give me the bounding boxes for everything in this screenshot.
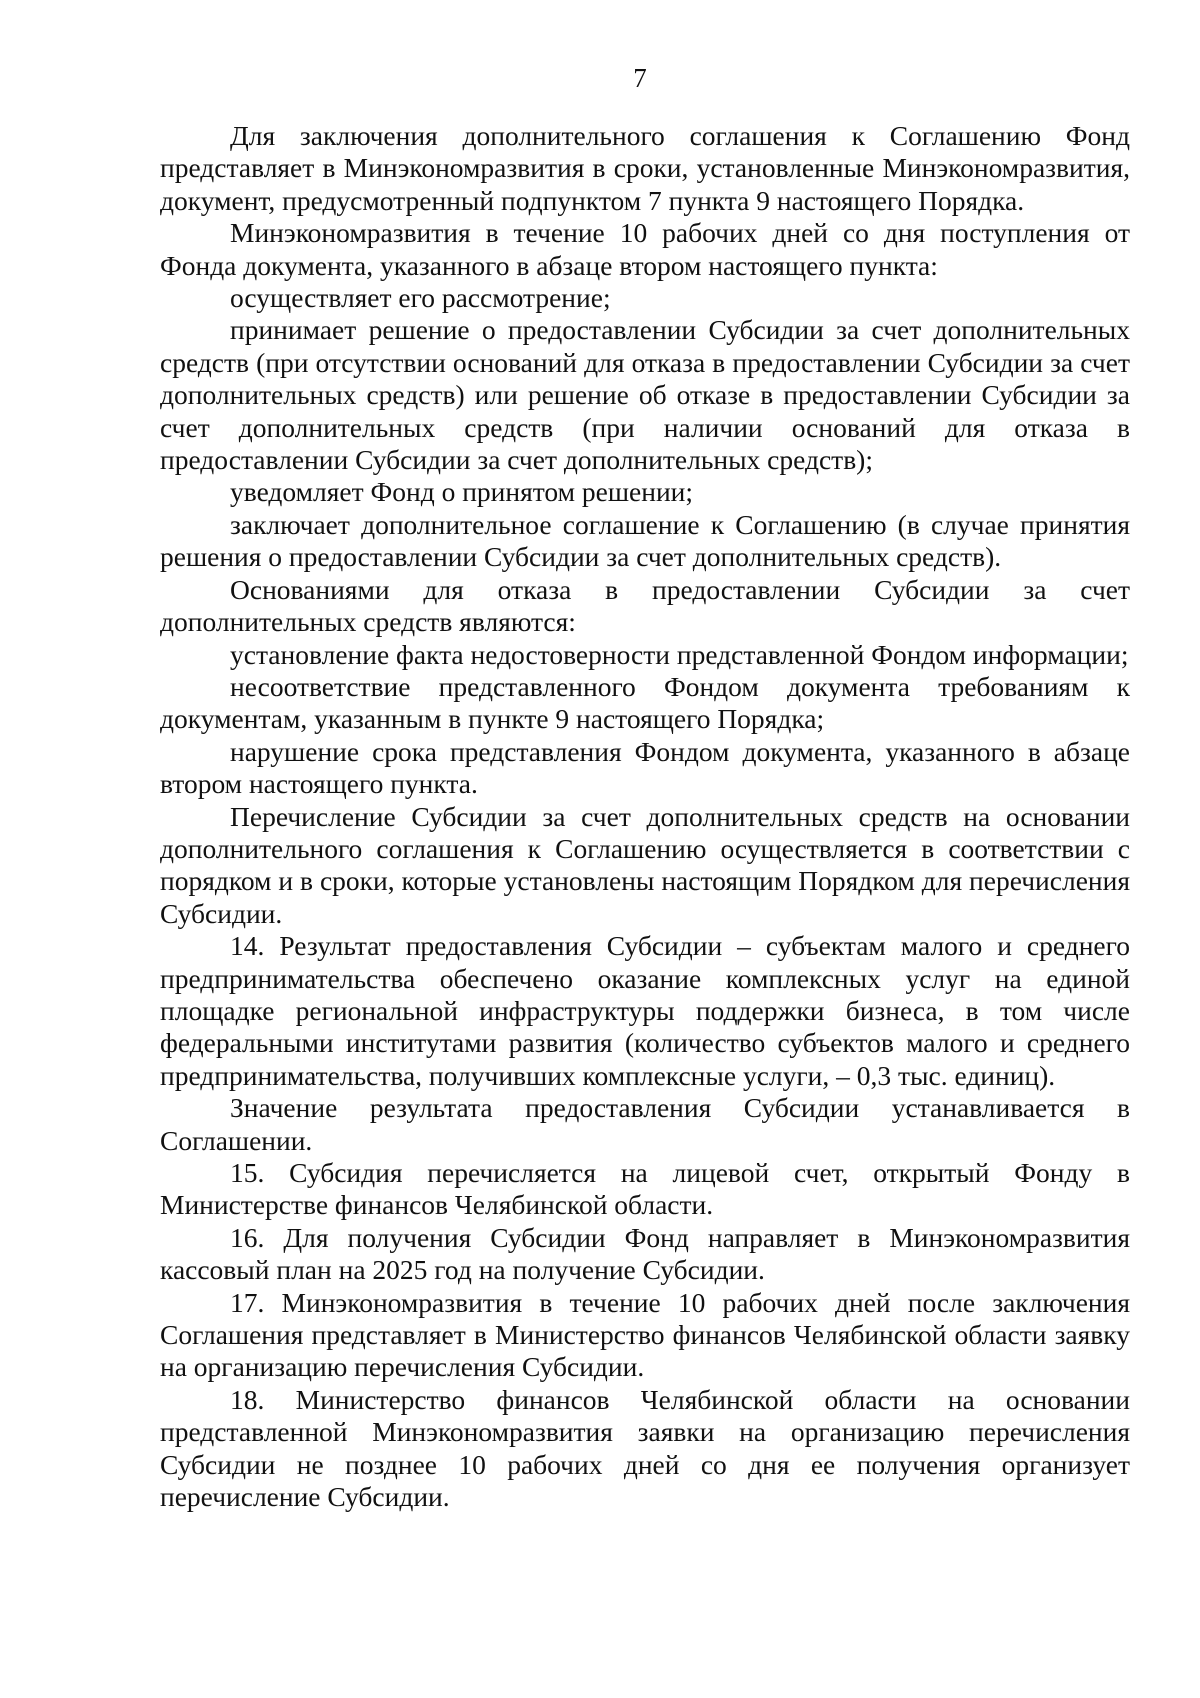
paragraph-refusal-item: несоответствие представленного Фондом документа требованиям к документам, указанным в пункте 9 настоящего Порядка; (160, 670, 1130, 735)
paragraph-refusal-item: установление факта недостоверности представленной Фондом информации; (230, 638, 1129, 670)
paragraph-review-item: заключает дополнительное соглашение к Соглашению (в случае принятия решения о предоставлении Субсидии за счет дополнительных средств). (160, 508, 1130, 573)
paragraph-additional-agreement: Для заключения дополнительного соглашения к Соглашению Фонд представляет в Минэкономразвития в сроки, установленные Минэкономразвития, документ, предусмотренный подпунктом 7 пункта 9 настоящего Порядка. (160, 120, 1130, 216)
paragraph-review-item: принимает решение о предоставлении Субсидии за счет дополнительных средств (при отсутствии оснований для отказа в предоставлении Субсидии за счет дополнительных средств) или решение об отказе в предоставлении Субсидии за счет дополнительных средств (при наличии оснований для отказа в предоставлении Субсидии за счет дополнительных средств); (160, 314, 1130, 476)
paragraph-refusal-item: нарушение срока представления Фондом документа, указанного в абзаце втором настоящего пункта. (160, 735, 1130, 800)
paragraph-clause-15: 15. Субсидия перечисляется на лицевой счет, открытый Фонду в Министерстве финансов Челябинской области. (160, 1157, 1130, 1221)
paragraph-result-value: Значение результата предоставления Субсидии устанавливается в Соглашении. (160, 1092, 1130, 1156)
paragraph-clause-18: 18. Министерство финансов Челябинской области на основании представленной Минэкономразвития заявки на организацию перечисления Субсидии не позднее 10 рабочих дней со дня ее получения организует перечисление Субсидии. (160, 1383, 1130, 1513)
paragraph-refusal-grounds: Основаниями для отказа в предоставлении Субсидии за счет дополнительных средств являются: (160, 573, 1130, 638)
paragraph-clause-16: 16. Для получения Субсидии Фонд направляет в Минэкономразвития кассовый план на 2025 год на получение Субсидии. (160, 1221, 1130, 1286)
document-body (160, 120, 1130, 1513)
page-number: 7 (633, 63, 647, 93)
paragraph-review-item: осуществляет его рассмотрение; (230, 282, 611, 314)
paragraph-clause-17: 17. Минэкономразвития в течение 10 рабочих дней после заключения Соглашения представляет в Министерство финансов Челябинской области заявку на организацию перечисления Субсидии. (160, 1286, 1130, 1383)
paragraph-review-item: уведомляет Фонд о принятом решении; (230, 476, 694, 508)
paragraph-clause-14: 14. Результат предоставления Субсидии – субъектам малого и среднего предпринимательства обеспечено оказание комплексных услуг на единой площадке региональной инфраструктуры поддержки бизнеса, в том числе федеральными институтами развития (количество субъектов малого и среднего предпринимательства, получивших комплексные услуги, – 0,3 тыс. единиц). (160, 930, 1130, 1091)
paragraph-review-period: Минэкономразвития в течение 10 рабочих дней со дня поступления от Фонда документа, указанного в абзаце втором настоящего пункта: (160, 217, 1130, 281)
paragraph-transfer-additional: Перечисление Субсидии за счет дополнительных средств на основании дополнительного соглашения к Соглашению осуществляется в соответствии с порядком и в сроки, которые установлены настоящим Порядком для перечисления Субсидии. (160, 800, 1130, 929)
